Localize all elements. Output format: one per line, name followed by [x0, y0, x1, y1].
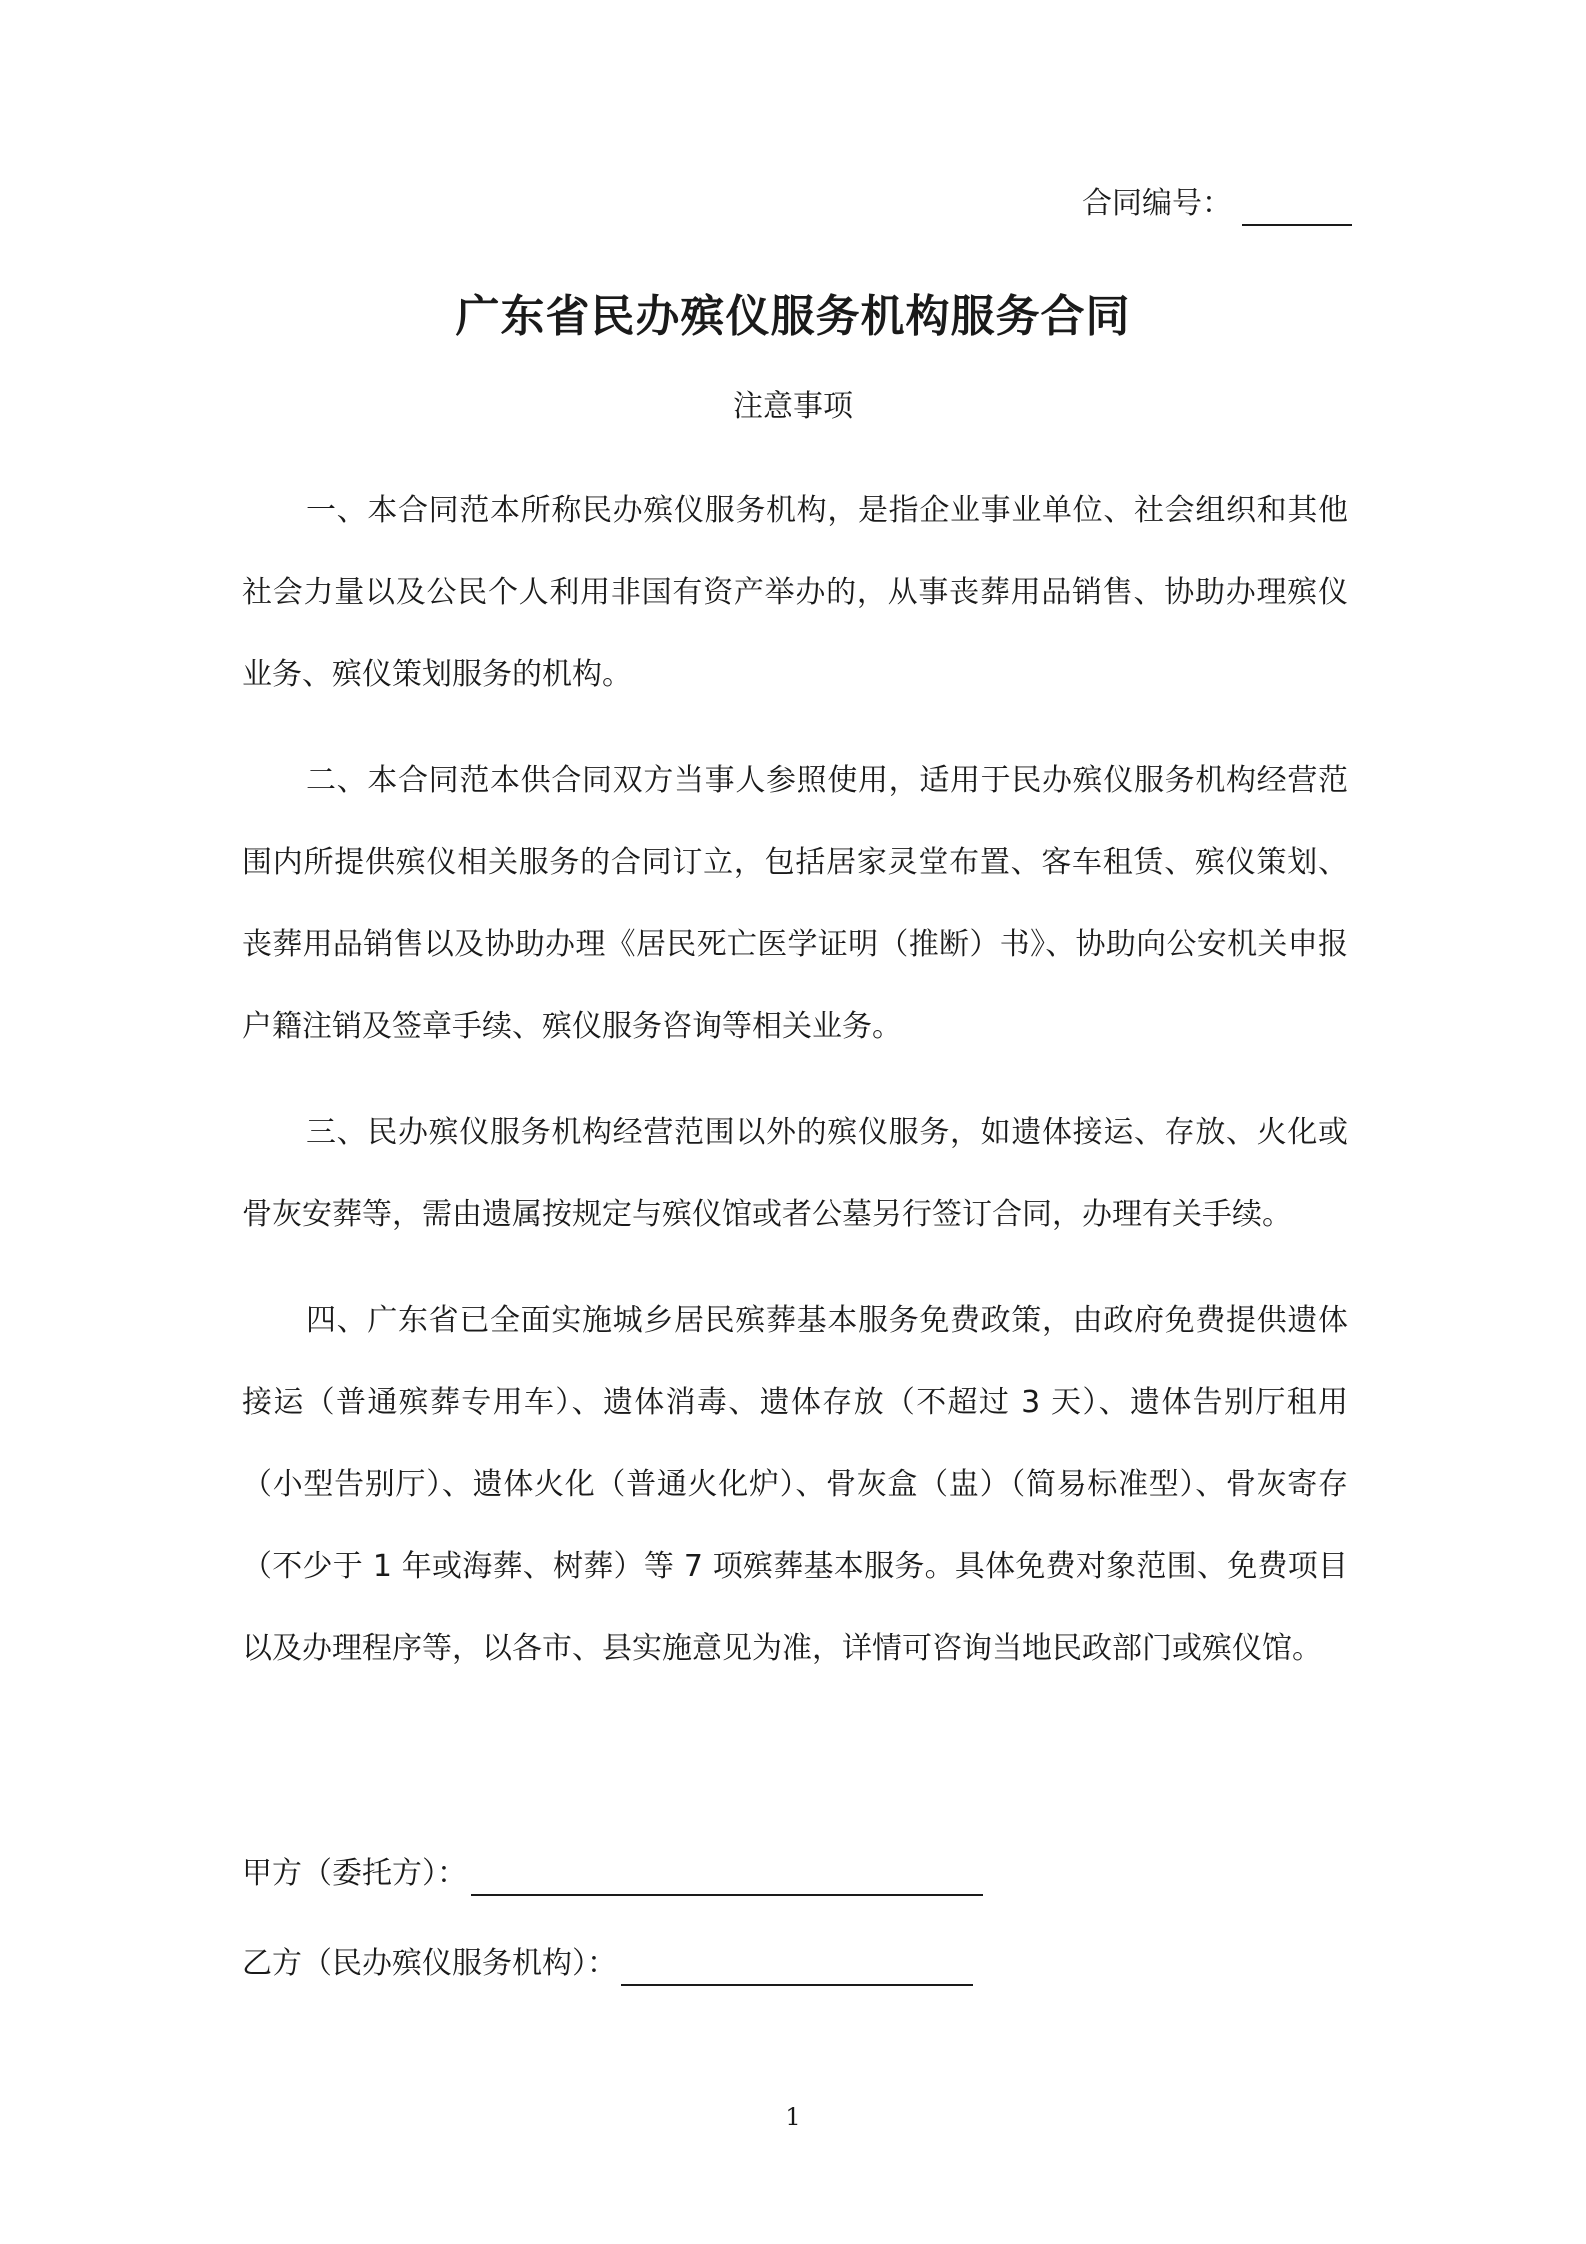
document-title: 广东省民办殡仪服务机构服务合同	[455, 291, 1131, 342]
party-b-field	[242, 1942, 973, 1986]
document-subtitle: 注意事项	[733, 389, 853, 424]
party-a-label: 甲方（委托方）：	[242, 1856, 467, 1891]
paragraph-2: 二、本合同范本供合同双方当事人参照使用，适用于民办殡仪服务机构经营范围内所提供殡仪相关服务的合同订立，包括居家灵堂布置、客车租赁、殡仪策划、丧葬用品销售以及协助办理《居民死亡医学证明（推断）书》、协助向公安机关申报户籍注销及签章手续、殡仪服务咨询等相关业务。	[242, 763, 1348, 1044]
party-a-blank[interactable]	[471, 1854, 983, 1896]
paragraph-3: 三、民办殡仪服务机构经营范围以外的殡仪服务，如遗体接运、存放、火化或骨灰安葬等，需由遗属按规定与殡仪馆或者公墓另行签订合同，办理有关手续。	[242, 1115, 1348, 1232]
party-b-label: 乙方（民办殡仪服务机构）：	[242, 1946, 617, 1981]
document-body	[242, 470, 1348, 1714]
party-b-blank[interactable]	[621, 1944, 973, 1986]
contract-number-blank[interactable]	[1242, 184, 1352, 226]
contract-number-field	[1082, 182, 1352, 226]
page-number: 1	[785, 2103, 801, 2131]
contract-number-label: 合同编号：	[1082, 186, 1232, 221]
paragraph-4: 四、广东省已全面实施城乡居民殡葬基本服务免费政策，由政府免费提供遗体接运（普通殡葬专用车）、遗体消毒、遗体存放（不超过 3 天）、遗体告别厅租用（小型告别厅）、遗体火化（普通火化炉）、骨灰盒（盅）（简易标准型）、骨灰寄存（不少于 1 年或海葬、树葬）等 7 项殡葬基本服务。具体免费对象范围、免费项目以及办理程序等，以各市、县实施意见为准，详情可咨询当地民政部门或殡仪馆。	[242, 1303, 1348, 1666]
paragraph-1: 一、本合同范本所称民办殡仪服务机构，是指企业事业单位、社会组织和其他社会力量以及公民个人利用非国有资产举办的，从事丧葬用品销售、协助办理殡仪业务、殡仪策划服务的机构。	[242, 493, 1348, 692]
party-a-field	[242, 1852, 983, 1896]
